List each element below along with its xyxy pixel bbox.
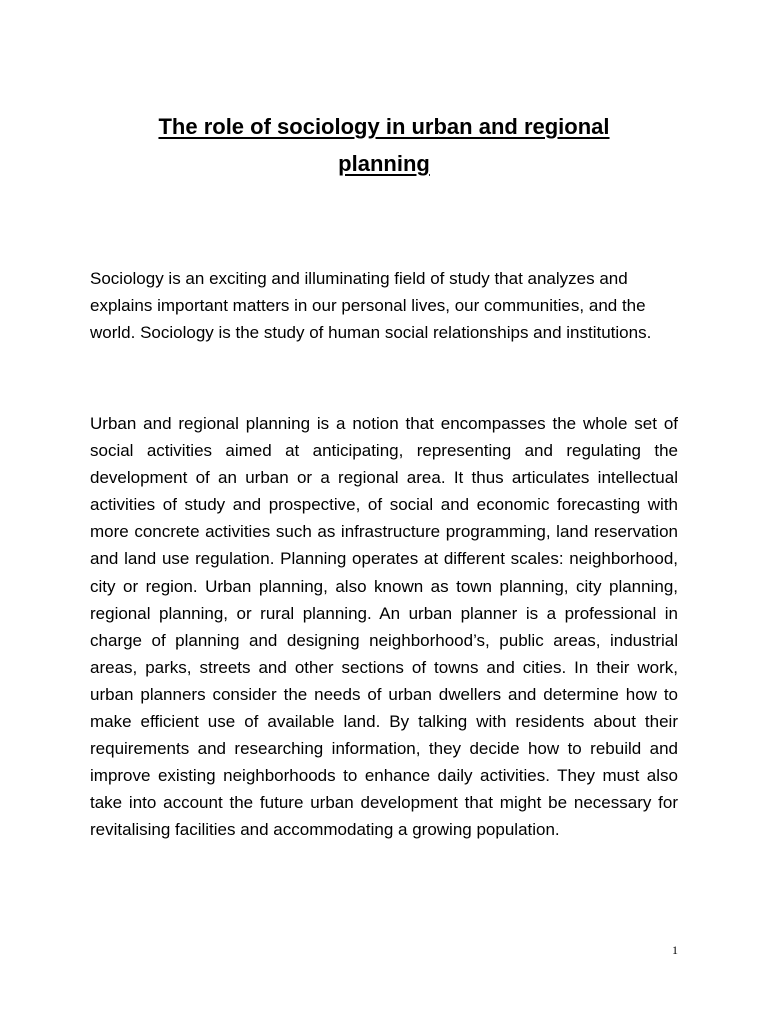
page-number: 1 [672,943,678,957]
title-line-1: The role of sociology in urban and regional [158,114,610,139]
paragraph-urban-planning: Urban and regional planning is a notion that encompasses the whole set of social activities aimed at anticipating, representing and regulating the development of an urban or a regional area. It thus articulates intellectual activities of study and prospective, of social and economic forecasting with more concrete activities such as infrastructure programming, land reservation and land use regulation. Planning operates at different scales: neighborhood, city or region. Urban planning, also known as town planning, city planning, regional planning, or rural planning. An urban planner is a professional in charge of planning and designing neighborhood’s, public areas, industrial areas, parks, streets and other sections of towns and cities. In their work, urban planners consider the needs of urban dwellers and determine how to make efficient use of available land. By talking with residents about their requirements and researching information, they decide how to rebuild and improve existing neighborhoods to enhance daily activities. They must also take into account the future urban development that might be necessary for revitalising facilities and accommodating a growing population. [90,414,678,840]
title-line-2: planning [338,151,430,176]
document-title [90,108,678,182]
paragraph-sociology-definition: Sociology is an exciting and illuminating field of study that analyzes and explains important matters in our personal lives, our communities, and the world. Sociology is the study of human social relationships and institutions. [90,269,652,343]
